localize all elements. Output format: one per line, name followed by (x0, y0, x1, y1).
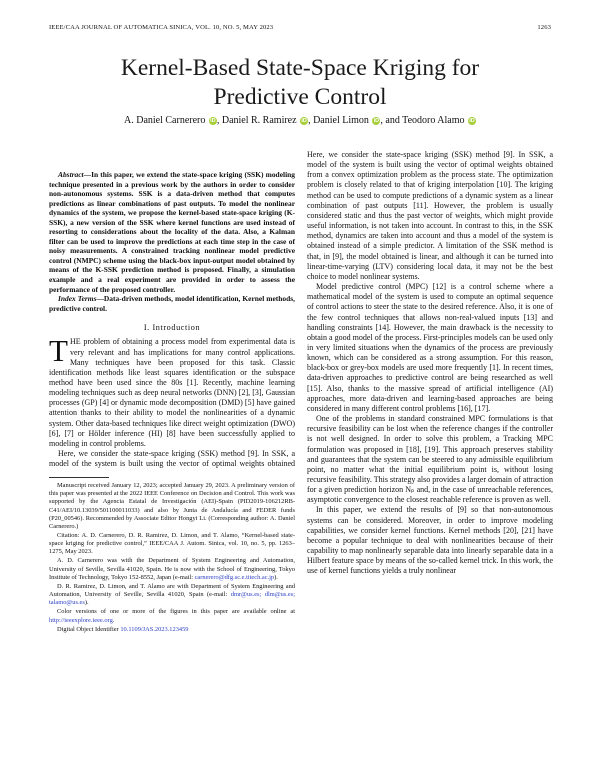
orcid-icon[interactable]: iD (469, 118, 475, 124)
title-line-2: Predictive Control (213, 84, 387, 110)
email-link[interactable]: dmr@us.es; dlm@us.es; talamo@us.es (49, 591, 295, 607)
paper-title (0, 54, 600, 112)
orcid-icon[interactable]: iD (210, 118, 216, 124)
first-word-rest: HE (69, 337, 81, 347)
abstract (49, 170, 295, 294)
section-heading: I. Introduction (143, 323, 201, 333)
paragraph-text: problem of obtaining a process model from experimental data is very relevant and has implications for many control applications. Many techniques have been proposed for this task. Classic identification methods like least squares identification or the subspace method have been used since the 80s [1]. Recently, machine learning modeling techniques such as deep neural networks (DNN) [2], [3], Gaussian processes (GP) [4] or dynamic mode decomposition (DMD) [5] have gained attention thanks to their ability to model the nonlinearities of a dynamic system. Other data-based techniques like direct weight optimization (DWO) [6], [7] or Hölder inference (HI) [8] have been successfully applied to modeling in control problems. (49, 337, 295, 448)
right-column (307, 150, 553, 577)
intro-paragraph-2-continued: Here, we consider the state-space kriging (SSK) method [9]. In SSK, a model of the system is built using the vector of optimal weights obtained from a convex optimization problem as the process state. The optimization problem is closely related to that of kriging interpolation [10]. The kriging method can be used to compute predictions of a dynamic system as a linear combination of past outputs [11]. However, the problem is usually considered static and thus the past vector of weights, which might provide useful information, is not taken into account. In contrast to this, in the SSK method, dynamics are taken into account and thus a model of the system is obtained instead of a simple predictor. A limitation of the SSK method is that, in [9], the model obtained is linear, and although it can be turned into linear-time-varying (LTV) considering local data, it may not be the best choice to model nonlinear systems. (307, 150, 553, 281)
intro-paragraph-1 (49, 333, 295, 449)
author-3: Daniel Limon (313, 115, 369, 126)
affiliation-text: ). (84, 599, 89, 607)
footnote-citation: Citation: A. D. Carnerero, D. R. Ramirez, D. Limon, and T. Alamo, “Kernel-based state-space kriging for predictive control,” IEEE/CAA J. Autom. Sinica, vol. 10, no. 5, pp. 1263–1275, May 2023. (49, 532, 295, 556)
footnote-color-versions (49, 608, 295, 624)
color-text: . (112, 616, 115, 624)
abstract-label: Abstract (58, 170, 84, 179)
page-number: 1263 (537, 24, 551, 31)
author-list (0, 115, 600, 126)
color-text: Color versions of one or more of the figures in this paper are available online at (57, 608, 295, 616)
ieee-url-link[interactable]: http://ieeexplore.ieee.org (49, 616, 113, 624)
index-terms-label: Index Terms (58, 294, 97, 304)
orcid-icon[interactable]: iD (301, 118, 307, 124)
author-separator: , (308, 115, 314, 126)
email-link[interactable]: carnerero@dfg.sc.e.titech.ac.jp (194, 573, 275, 581)
drop-cap: T (49, 333, 68, 369)
intro-paragraph-2: Here, we consider the state-space kriging (SSK) method [9]. In SSK, a model of the system is built using the vector of optimal weights obtained (49, 449, 295, 469)
title-line-1: Kernel-Based State-Space Kriging for (120, 55, 480, 81)
author-separator: , and (380, 115, 403, 126)
index-terms (49, 294, 295, 313)
running-header (49, 24, 551, 31)
intro-paragraph-4: One of the problems in standard constrained MPC formulations is that recursive feasibility can be lost when the reference changes if the controller is not well designed. In order to solve this problem, a Tracking MPC formulation was proposed in [18], [19]. This approach preserves stability and guarantees that the system can be steered to any admissible equilibrium point, no matter what the initial equilibrium point is, without losing recursive feasibility. This strategy also provides a larger domain of attraction for a given prediction horizon Nₚ and, in the case of unreachable references, asymptotic convergence to the closest reachable reference is proven as well. (307, 414, 553, 505)
footnote-doi (49, 626, 295, 634)
doi-link[interactable]: 10.1109/JAS.2023.123459 (120, 625, 189, 633)
author-2: Daniel R. Ramirez (221, 115, 297, 126)
footnote-affiliation-2 (49, 583, 295, 607)
intro-paragraph-5: In this paper, we extend the results of [9] so that non-autonomous systems can be considered. Moreover, in order to improve modeling capabilities, we consider kernel functions. Kernel methods [20], [21] have become a popular technique to deal with nonlinearities because of their capability to map nonlinearly separable data into linearly separable data in a Hilbert feature space by means of the so-called kernel trick. In this work, the use of kernel functions yields a truly nonlinear (307, 505, 553, 576)
index-terms-text: —Data-driven methods, model identification, Kernel methods, predictive control. (49, 294, 295, 313)
author-separator: , (216, 115, 222, 126)
footnote-divider (49, 477, 109, 478)
left-column (49, 170, 295, 635)
footnote-received: Manuscript received January 12, 2023; accepted January 29, 2023. A preliminary version of this paper was presented at the 2022 IEEE Conference on Decision and Control. This work was supported by the Agencia Estatal de Investigación (AEI)-Spain (PID2019-106212RB-C41/AEI/10.13039/501100011033) and also by Junta de Andalucía and FEDER funds (P20_00546). Recommended by Associate Editor Hongyi Li. (Corresponding author: A. Daniel Carnerero.) (49, 482, 295, 530)
affiliation-text: D. R. Ramirez, D. Limon, and T. Alamo are with Department of System Engineering and Automation, University of Seville, Sevilla 41020, Spain (e-mail: (49, 582, 295, 599)
author-1: A. Daniel Carnerero (124, 115, 206, 126)
footnote-affiliation-1 (49, 557, 295, 581)
intro-paragraph-3: Model predictive control (MPC) [12] is a control scheme where a mathematical model of the system is used to compute an optimal sequence of control actions to steer the state to the desired reference. Also, it is one of the few control techniques that allows non-real-valued inputs [13] and handling constraints [14]. However, the main drawback is the necessity to obtain a good model of the process. First-principles models can be used only in very limited situations when the dynamics of the process are previously known, which can be considered as a strong assumption. For this reason, black-box or grey-box models are used more frequently [1]. In recent times, data-driven approaches to predictive control are being researched as well [15]. Also, thanks to the massive spread of artificial intelligence (AI) approaches, more data-driven and learning-based approaches are being considered in many different control problems [16], [17]. (307, 282, 553, 413)
journal-name: IEEE/CAA JOURNAL OF AUTOMATICA SINICA, VOL. 10, NO. 5, MAY 2023 (49, 24, 274, 31)
author-4: Teodoro Alamo (402, 115, 465, 126)
orcid-icon[interactable]: iD (373, 118, 380, 124)
affiliation-text: ). (274, 573, 278, 581)
abstract-text: —In this paper, we extend the state-space kriging (SSK) modeling technique presented in a previous work by the authors in order to consider non-autonomous systems. SSK is a data-driven method that computes predictions as linear combinations of past outputs. To model the nonlinear dynamics of the system, we propose the kernel-based state-space kriging (K-SSK), a new version of the SSK where kernel functions are used instead of resorting to considerations about the locality of the data. Also, a Kalman filter can be used to improve the predictions at each time step in the case of noisy measurements. A constrained tracking nonlinear model predictive control (NMPC) scheme using the black-box input-output model obtained by means of the K-SSK prediction method is proposed. Finally, a simulation example and a real experiment are provided in order to assess the performance of the proposed controller. (49, 170, 295, 294)
footnotes (49, 482, 295, 634)
doi-label: Digital Object Identifier (57, 625, 121, 633)
affiliation-text: A. D. Carnerero was with the Department of System Engineering and Automation, University of Seville, Sevilla 41020, Spain. He is now with the School of Engineering, Tokyo Institute of Technology, Tokyo 152-8552, Japan (e-mail: (49, 557, 295, 581)
